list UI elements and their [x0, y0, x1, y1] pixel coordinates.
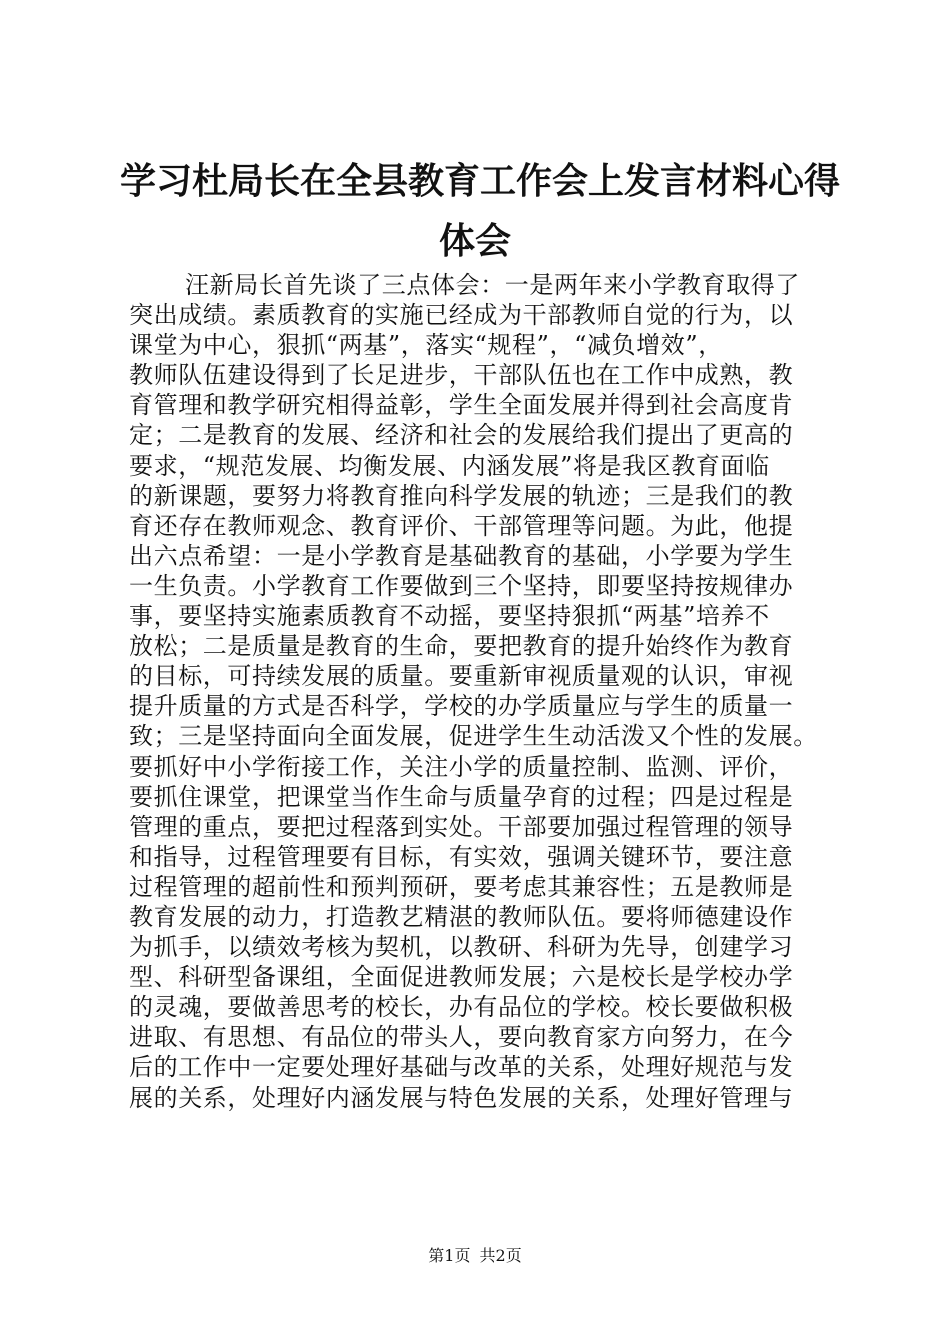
body-line: 放松；二是质量是教育的生命，要把教育的提升始终作为教育 — [129, 632, 794, 661]
body-line: 出六点希望：一是小学教育是基础教育的基础，小学要为学生 — [129, 541, 794, 570]
document-body — [129, 270, 829, 1113]
body-line: 为抓手，以绩效考核为契机，以教研、科研为先导，创建学习 — [129, 933, 794, 962]
body-line: 教师队伍建设得到了长足进步，干部队伍也在工作中成熟，教 — [129, 361, 794, 390]
body-line: 进取、有思想、有品位的带头人，要向教育家方向努力，在今 — [129, 1023, 794, 1052]
body-line: 过程管理的超前性和预判预研，要考虑其兼容性；五是教师是 — [129, 872, 794, 901]
body-line: 的目标，可持续发展的质量。要重新审视质量观的认识，审视 — [129, 662, 794, 691]
body-line: 要抓好中小学衔接工作，关注小学的质量控制、监测、评价， — [129, 752, 794, 781]
body-line: 的灵魂，要做善思考的校长，办有品位的学校。校长要做积极 — [129, 993, 794, 1022]
body-line: 一生负责。小学教育工作要做到三个坚持，即要坚持按规律办 — [129, 571, 794, 600]
body-line: 突出成绩。素质教育的实施已经成为干部教师自觉的行为，以 — [129, 301, 794, 330]
body-line: 的新课题，要努力将教育推向科学发展的轨迹；三是我们的教 — [129, 481, 794, 510]
body-line: 育还存在教师观念、教育评价、干部管理等问题。为此，他提 — [129, 511, 794, 540]
body-line: 致；三是坚持面向全面发展，促进学生生动活泼又个性的发展。 — [129, 722, 818, 751]
body-line: 型、科研型备课组，全面促进教师发展；六是校长是学校办学 — [129, 963, 794, 992]
body-line: 课堂为中心，狠抓“两基”，落实“规程”，“减负增效”， — [129, 331, 723, 360]
body-line: 后的工作中一定要处理好基础与改革的关系，处理好规范与发 — [129, 1053, 794, 1082]
body-line: 事，要坚持实施素质教育不动摇，要坚持狠抓“两基”培养不 — [129, 602, 770, 631]
body-line: 展的关系，处理好内涵发展与特色发展的关系，处理好管理与 — [129, 1083, 794, 1112]
body-line: 要抓住课堂，把课堂当作生命与质量孕育的过程；四是过程是 — [129, 782, 794, 811]
body-line: 汪新局长首先谈了三点体会：一是两年来小学教育取得了 — [185, 271, 800, 299]
page-footer — [0, 1246, 950, 1266]
document-title-line-1: 学习杜局长在全县教育工作会上发言材料心得 — [120, 161, 841, 202]
body-line: 育管理和教学研究相得益彰，学生全面发展并得到社会高度肯 — [129, 391, 794, 420]
body-line: 提升质量的方式是否科学，学校的办学质量应与学生的质量一 — [129, 692, 794, 721]
body-line: 要求，“规范发展、均衡发展、内涵发展”将是我区教育面临 — [129, 451, 770, 480]
document-title-line-2: 体会 — [438, 221, 511, 262]
body-line: 定；二是教育的发展、经济和社会的发展给我们提出了更高的 — [129, 421, 794, 450]
body-line: 和指导，过程管理要有目标，有实效，强调关键环节，要注意 — [129, 842, 794, 871]
body-line: 管理的重点，要把过程落到实处。干部要加强过程管理的领导 — [129, 812, 794, 841]
page-number-current: 第1页 — [428, 1246, 471, 1265]
page-number-total: 共2页 — [479, 1246, 522, 1265]
body-line: 教育发展的动力，打造教艺精湛的教师队伍。要将师德建设作 — [129, 902, 794, 931]
